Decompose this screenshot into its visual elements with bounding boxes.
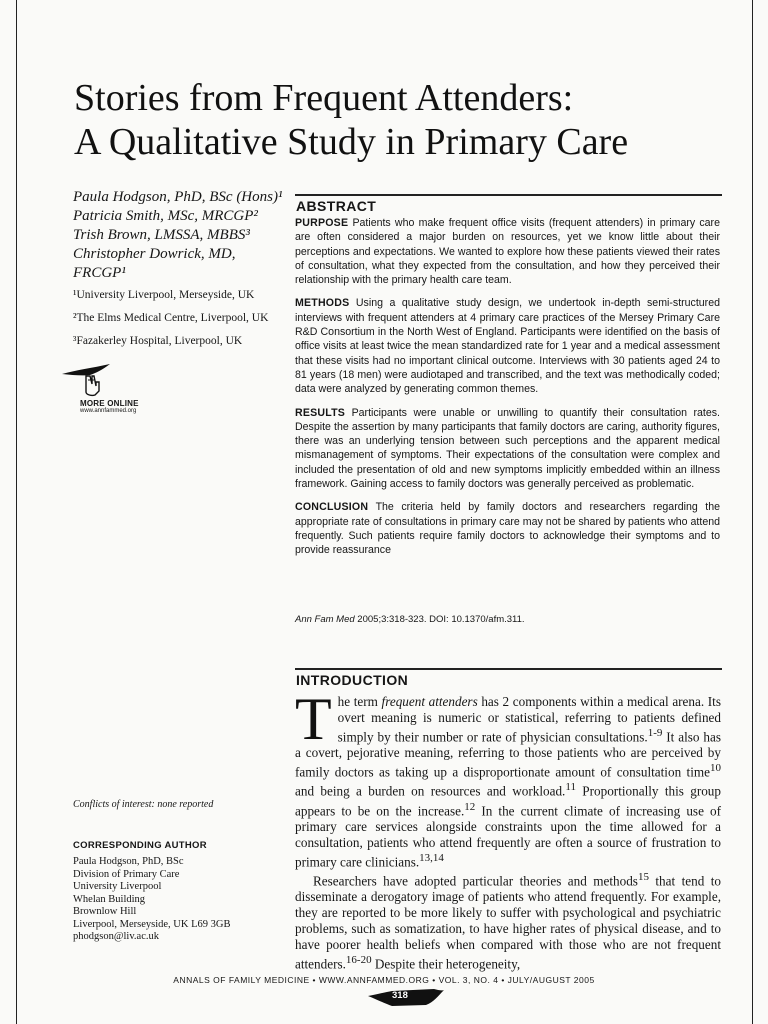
abstract-body bbox=[295, 216, 720, 567]
citation-line bbox=[295, 614, 525, 625]
author-name: Trish Brown, LMSSA, MBBS³ bbox=[73, 227, 250, 243]
affiliation-list bbox=[73, 288, 288, 348]
page-number: 318 bbox=[392, 990, 408, 1001]
author-name: Paula Hodgson, PhD, BSc (Hons)¹ bbox=[73, 189, 283, 205]
methods-text: Using a qualitative study design, we undertook in-depth semi-structured interviews with frequent attenders at 4 primary care practices of the Mersey Primary Care R&D Consortium in the North West of England. Participants were identified on the basis of office visits at least twice the mean standardized rate for 1 year and a medical assessment that these visits had no important clinical outcome. Interviews with 30 patients aged 24 to 81 years (18 men) were audiotaped and transcribed, and the text was methodically coded; data were analyzed by generating common themes. bbox=[295, 297, 720, 396]
abstract-conclusion bbox=[295, 500, 720, 557]
corresponding-line: Paula Hodgson, PhD, BSc bbox=[73, 856, 184, 867]
citation-journal: Ann Fam Med bbox=[295, 614, 355, 625]
title-line-2: A Qualitative Study in Primary Care bbox=[74, 121, 629, 163]
reference-citation: 15 bbox=[637, 871, 649, 884]
affiliation: ¹University Liverpool, Merseyside, UK bbox=[73, 289, 255, 301]
intro-text: and being a burden on resources and workload. bbox=[295, 783, 566, 799]
intro-emphasis: frequent attenders bbox=[381, 694, 478, 709]
conflicts-of-interest: Conflicts of interest: none reported bbox=[73, 799, 214, 810]
corresponding-line: Brownlow Hill bbox=[73, 906, 137, 917]
journal-footer: ANNALS OF FAMILY MEDICINE • WWW.ANNFAMMED.ORG • VOL. 3, NO. 4 • JULY/AUGUST 2005 bbox=[173, 975, 595, 985]
abstract-results bbox=[295, 406, 720, 492]
reference-citation: 13,14 bbox=[419, 851, 444, 864]
abstract-purpose bbox=[295, 216, 720, 287]
results-text: Participants were unable or unwilling to quantify their consultation rates. Despite the assertion by many participants that family doctors are caring, authority figures, there was an underlying tension between such perceptions and the apparent medical mismanagement of symptoms. Their expectations of the consultation were complex and included the presentation of old and new symptoms implicitly embedded within an illness framework. Gaining access to family doctors was generally perceived as problematic. bbox=[295, 406, 720, 491]
reference-citation: 12 bbox=[464, 800, 476, 813]
introduction-heading: INTRODUCTION bbox=[296, 672, 409, 688]
more-online-label: MORE ONLINE bbox=[80, 399, 139, 408]
title-line-1: Stories from Frequent Attenders: bbox=[74, 77, 574, 119]
intro-text: he term bbox=[337, 694, 382, 709]
affiliation: ²The Elms Medical Centre, Liverpool, UK bbox=[73, 312, 269, 324]
conclusion-text: The criteria held by family doctors and researchers regarding the appropriate rate of consultations in primary care may not be shared by patients who attend frequently. Such patients require family doctors to acknowledge their symptoms and to provide reassurance bbox=[295, 501, 720, 557]
author-name: Christopher Dowrick, MD, FRCGP¹ bbox=[73, 246, 236, 281]
citation-details: 2005;3:318-323. DOI: 10.1370/afm.311. bbox=[354, 614, 525, 625]
corresponding-line: Whelan Building bbox=[73, 893, 146, 905]
page-number-badge bbox=[368, 988, 444, 1008]
author-block bbox=[73, 188, 288, 357]
introduction-body bbox=[295, 686, 721, 972]
corresponding-line: University Liverpool bbox=[73, 881, 162, 892]
reference-citation: 1-9 bbox=[647, 726, 663, 739]
page-border-right bbox=[752, 0, 753, 1024]
abstract-heading: ABSTRACT bbox=[296, 198, 377, 214]
more-online-url[interactable]: www.annfammed.org bbox=[80, 408, 137, 414]
reference-citation: 10 bbox=[710, 762, 721, 775]
methods-label: METHODS bbox=[295, 297, 350, 310]
hand-pointer-icon bbox=[62, 362, 128, 398]
affiliation: ³Fazakerley Hospital, Liverpool, UK bbox=[73, 335, 243, 347]
intro-text: has 2 components within a medical arena. Its overt meaning is numeric or statistical, referring to patients defined simply by their number or rate of physician consultations. bbox=[337, 694, 721, 745]
page-border-left bbox=[16, 0, 17, 1024]
corresponding-line: Division of Primary Care bbox=[73, 868, 180, 880]
intro-text: Proportionally this group appears to be on the increase. bbox=[295, 783, 721, 818]
purpose-text: Patients who make frequent office visits (frequent attenders) in primary care are often considered a major burden on resources, yet we know little about their perceptions and expectations. We wanted to explore how these patients viewed their rates of consultation, what they expected from the consultation, and how they perceived their relationship with the primary health care team. bbox=[295, 217, 720, 287]
intro-text: Researchers have adopted particular theories and methods bbox=[313, 873, 638, 889]
reference-citation: 11 bbox=[565, 781, 576, 794]
intro-text: It also has a covert, pejorative meaning, referring to those patients who are perceived by family doctors as taking up a disproportionate amount of consultation time bbox=[295, 729, 721, 780]
intro-text: Despite their heterogeneity, bbox=[371, 956, 521, 972]
intro-text: In the current climate of increasing use of primary care services alongside constraints upon the time allowed for a consultation, patients who attend frequently are often a source of frustration to primary care clinicians. bbox=[295, 803, 721, 870]
article-title bbox=[74, 76, 714, 164]
intro-text: that tend to disseminate a derogatory image of patients who attend frequently. For example, they are reported to be more likely to suffer with psychological and psychiatric problems, such as somatization, to have higher rates of physical disease, and to have poorer health beliefs when compared with those who are not frequent attenders. bbox=[295, 873, 721, 972]
author-name: Patricia Smith, MSc, MRCGP² bbox=[73, 208, 258, 224]
corresponding-author-heading: CORRESPONDING AUTHOR bbox=[73, 840, 207, 851]
purpose-label: PURPOSE bbox=[295, 217, 349, 229]
intro-paragraph-1 bbox=[295, 686, 721, 870]
reference-citation: 16-20 bbox=[345, 953, 372, 966]
corresponding-line: Liverpool, Merseyside, UK L69 3GB bbox=[73, 918, 231, 930]
corresponding-email[interactable]: phodgson@liv.ac.uk bbox=[73, 931, 159, 942]
results-label: RESULTS bbox=[295, 406, 346, 419]
abstract-rule bbox=[295, 194, 722, 196]
corresponding-author bbox=[73, 840, 283, 944]
abstract-methods bbox=[295, 296, 720, 396]
drop-cap: T bbox=[295, 686, 332, 752]
intro-paragraph-2 bbox=[295, 870, 721, 972]
conclusion-label: CONCLUSION bbox=[295, 501, 369, 514]
introduction-rule bbox=[295, 668, 722, 670]
more-online-badge[interactable] bbox=[62, 362, 202, 414]
